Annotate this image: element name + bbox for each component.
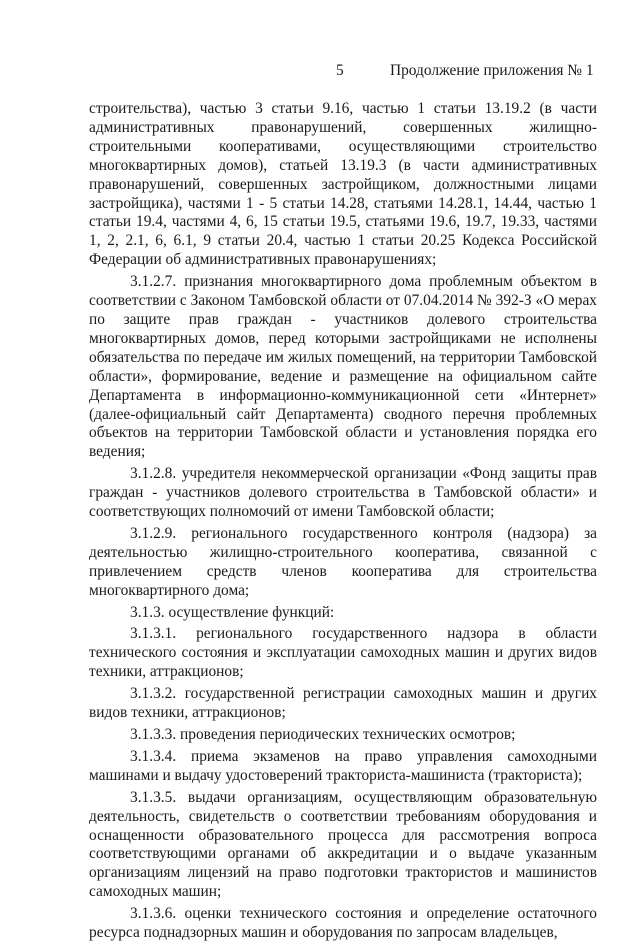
paragraph-3-1-3-6: 3.1.3.6. оценки технического состояния и определение остаточного ресурса поднадзорных машин и оборудования по запросам владельцев, xyxy=(89,905,597,942)
paragraph-3-1-2-7: 3.1.2.7. признания многоквартирного дома проблемным объектом в соответствии с Законом Тамбовской области от 07.04.2014 № 392-З «О мерах по защите прав граждан - участников долевого строительства многоквартирных домов, перед которыми застройщиками не исполнены обязательства по передаче им жилых помещений, на территории Тамбовской области», формирование, ведение и размещение на официальном сайте Департамента в информационно-коммуникационной сети «Интернет» (далее-официальный сайт Департамента) сводного перечня проблемных объектов на территории Тамбовской области и установления порядка его ведения; xyxy=(89,273,597,461)
continuation-label: Продолжение приложения № 1 xyxy=(390,62,594,79)
paragraph-3-1-3-1: 3.1.3.1. регионального государственного надзора в области технического состояния и эксплуатации самоходных машин и других видов техники, аттракционов; xyxy=(89,625,597,681)
page-number: 5 xyxy=(336,62,344,79)
paragraph-3-1-3-5: 3.1.3.5. выдачи организациям, осуществляющим образовательную деятельность, свидетельств о соответствии требованиям оборудования и оснащенности образовательного процесса для рассмотрения вопроса соответствующими органами об аккредитации и о выдаче указанным организациям лицензий на право подготовки трактористов и машинистов самоходных машин; xyxy=(89,788,597,901)
paragraph-3-1-3-2: 3.1.3.2. государственной регистрации самоходных машин и других видов техники, аттракционов; xyxy=(89,685,597,722)
document-body xyxy=(89,100,597,943)
paragraph-3-1-2-9: 3.1.2.9. регионального государственного контроля (надзора) за деятельностью жилищно-строительного кооператива, связанной с привлечением средств членов кооператива для строительства многоквартирного дома; xyxy=(89,524,597,599)
paragraph-3-1-3-3: 3.1.3.3. проведения периодических технических осмотров; xyxy=(130,726,516,743)
paragraph-3-1-2-8: 3.1.2.8. учредителя некоммерческой организации «Фонд защиты прав граждан - участников долевого строительства в Тамбовской области» и соответствующих полномочий от имени Тамбовской области; xyxy=(89,465,597,521)
paragraph-continuation: строительства), частью 3 статьи 9.16, частью 1 статьи 13.19.2 (в части административных правонарушений, совершенных жилищно-строительными кооперативами, осуществляющими строительство многоквартирных домов), статьей 13.19.3 (в части административных правонарушений, совершенных застройщиком, должностными лицами застройщика), частями 1 - 5 статьи 14.28, статьями 14.28.1, 14.44, частью 1 статьи 19.4, частями 4, 6, 15 статьи 19.5, статьями 19.6, 19.7, 19.33, частями 1, 2, 2.1, 6, 6.1, 9 статьи 20.4, частью 1 статьи 20.25 Кодекса Российской Федерации об административных правонарушениях; xyxy=(89,100,597,269)
paragraph-3-1-3-4: 3.1.3.4. приема экзаменов на право управления самоходными машинами и выдачу удостоверений тракториста-машиниста (тракториста); xyxy=(89,747,597,784)
page-header xyxy=(0,62,640,82)
paragraph-3-1-3: 3.1.3. осуществление функций: xyxy=(130,603,335,621)
